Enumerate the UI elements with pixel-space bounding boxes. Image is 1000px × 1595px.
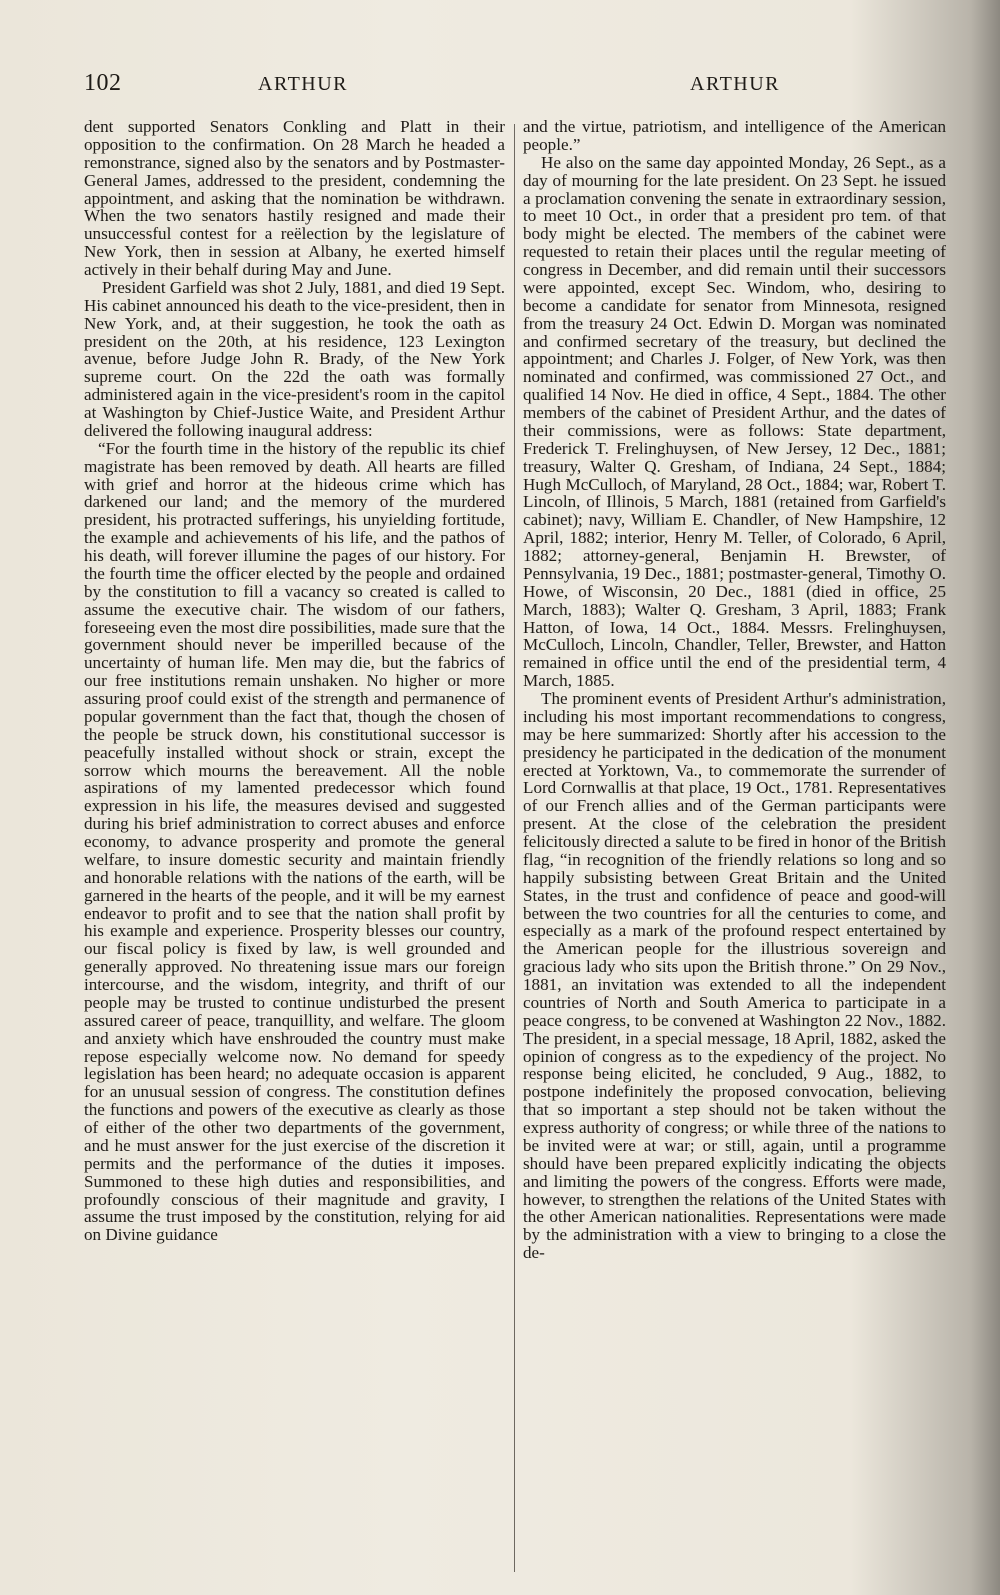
- page-header: [84, 70, 780, 100]
- paragraph-inaugural-address: “For the fourth time in the history of the republic its chief magistrate has been removed by death. All hearts are filled with grief and horror at the hideous crime which has darkened our land; and the memory of the murdered president, his protracted sufferings, his unyielding fortitude, the example and achievements of his life, and the pathos of his death, will forever illumine the pages of our history. For the fourth time the officer elected by the people and ordained by the constitution to fill a vacancy so created is called to assume the executive chair. The wisdom of our fathers, foreseeing even the most dire possibilities, made sure that the government should never be imperilled because of the uncertainty of human life. Men may die, but the fabrics of our free institutions remain unshaken. No higher or more assuring proof could exist of the strength and permanence of popular government than the fact that, though the chosen of the people be struck down, his constitutional successor is peacefully installed without shock or strain, except the sorrow which mourns the bereavement. All the noble aspirations of my lamented predecessor which found expression in his life, the measures devised and suggested during his brief administration to correct abuses and enforce economy, to advance prosperity and promote the general welfare, to insure domestic security and maintain friendly and honorable relations with the nations of the earth, will be garnered in the hearts of the people, and it will be my earnest endeavor to profit and to see that the nation shall profit by his example and experience. Prosperity blesses our country, our fiscal policy is fixed by law, is well grounded and generally approved. No threatening issue mars our foreign intercourse, and the wisdom, integrity, and thrift of our people may be trusted to continue undisturbed the present assured career of peace, tranquillity, and welfare. The gloom and anxiety which have enshrouded the country must make repose especially welcome now. No demand for speedy legislation has been heard; no adequate occasion is apparent for an unusual session of congress. The constitution defines the functions and powers of the executive as clearly as those of either of the other two departments of the government, and he must answer for the just exercise of the discretion it permits and the performance of the duties it imposes. Summoned to these high duties and responsibilities, and profoundly conscious of their magnitude and gravity, I assume the trust imposed by the constitution, relying for aid on Divine guidance: [84, 438, 505, 1245]
- paragraph-administration-events: The prominent events of President Arthur's administration, including his most important recommendations to congress, may be here summarized: Shortly after his accession to the presidency he participated in the dedication of the monument erected at Yorktown, Va., to commemorate the surrender of Lord Cornwallis at that place, 19 Oct., 1781. Representatives of our French allies and of the German participants were present. At the close of the celebration the president felicitously directed a salute to be fired in honor of the British flag, “in recognition of the friendly relations so long and so happily subsisting between Great Britain and the United States, in the trust and confidence of peace and good-will between the two countries for all the centuries to come, and especially as a mark of the profound respect entertained by the American people for the illustrious sovereign and gracious lady who sits upon the British throne.” On 29 Nov., 1881, an invitation was extended to all the independent countries of North and South America to participate in a peace congress, to be convened at Washington 22 Nov., 1882. The president, in a special message, 18 April, 1882, asked the opinion of congress as to the expediency of the project. No response being elicited, he concluded, 9 Aug., 1882, to postpone indefinitely the proposed convocation, believing that so important a step should not be taken without the express authority of congress; or while three of the nations to be invited were at war; or still, again, until a programme should have been prepared explicitly indicating the objects and limiting the powers of the congress. Efforts were made, however, to strengthen the relations of the United States with the other American nationalities. Representations were made by the administration with a view to bringing to a close the de-: [523, 689, 946, 1263]
- running-head-right: ARTHUR: [690, 73, 781, 95]
- paragraph-address-close: and the virtue, patriotism, and intelligence of the American people.”: [523, 117, 946, 154]
- running-head-left: ARTHUR: [258, 73, 349, 95]
- right-column: [523, 118, 946, 1262]
- left-column: [84, 118, 505, 1244]
- paragraph-confirmation-opposition: dent supported Senators Conkling and Platt in their opposition to the confirmation. On 28 March he headed a remonstrance, signed also by the senators and by Postmaster-General James, addressed to the president, condemning the appointment, and asking that the nomination be withdrawn. When the two senators hastily resigned and made their unsuccessful contest for a reëlection by the legislature of New York, then in session at Albany, he exerted himself actively in their behalf during May and June.: [84, 117, 505, 279]
- column-divider: [514, 124, 515, 1572]
- paragraph-cabinet: He also on the same day appointed Monday, 26 Sept., as a day of mourning for the late president. On 23 Sept. he issued a proclamation convening the senate in extraordinary session, to meet 10 Oct., in order that a president pro tem. of that body might be elected. The members of the cabinet were requested to retain their places until the regular meeting of congress in December, and did remain until their successors were appointed, except Sec. Windom, who, desiring to become a candidate for senator from Minnesota, resigned from the treasury 24 Oct. Edwin D. Morgan was nominated and confirmed secretary of the treasury, but declined the appointment; and Charles J. Folger, of New York, was then nominated and confirmed, was commissioned 27 Oct., and qualified 14 Nov. He died in office, 4 Sept., 1884. The other members of the cabinet of President Arthur, and the dates of their commissions, were as follows: State department, Frederick T. Frelinghuysen, of New Jersey, 12 Dec., 1881; treasury, Walter Q. Gresham, of Indiana, 24 Sept., 1884; Hugh McCulloch, of Maryland, 28 Oct., 1884; war, Robert T. Lincoln, of Illinois, 5 March, 1881 (retained from Garfield's cabinet); navy, William E. Chandler, of New Hampshire, 12 April, 1882; interior, Henry M. Teller, of Colorado, 6 April, 1882; attorney-general, Benjamin H. Brewster, of Pennsylvania, 19 Dec., 1881; postmaster-general, Timothy O. Howe, of Wisconsin, 20 Dec., 1881 (died in office, 25 March, 1883); Walter Q. Gresham, 3 April, 1883; Frank Hatton, of Iowa, 14 Oct., 1884. Messrs. Frelinghuysen, McCulloch, Lincoln, Chandler, Teller, Brewster, and Hatton remained in office until the end of the presidential term, 4 March, 1885.: [523, 152, 946, 691]
- page-number: 102: [84, 70, 122, 96]
- paragraph-garfield-death: President Garfield was shot 2 July, 1881, and died 19 Sept. His cabinet announced his death to the vice-president, then in New York, and, at their suggestion, he took the oath as president on the 20th, at his residence, 123 Lexington avenue, before Judge John R. Brady, of the New York supreme court. On the 22d the oath was formally administered again in the vice-president's room in the capitol at Washington by Chief-Justice Waite, and President Arthur delivered the following inaugural address:: [84, 277, 505, 440]
